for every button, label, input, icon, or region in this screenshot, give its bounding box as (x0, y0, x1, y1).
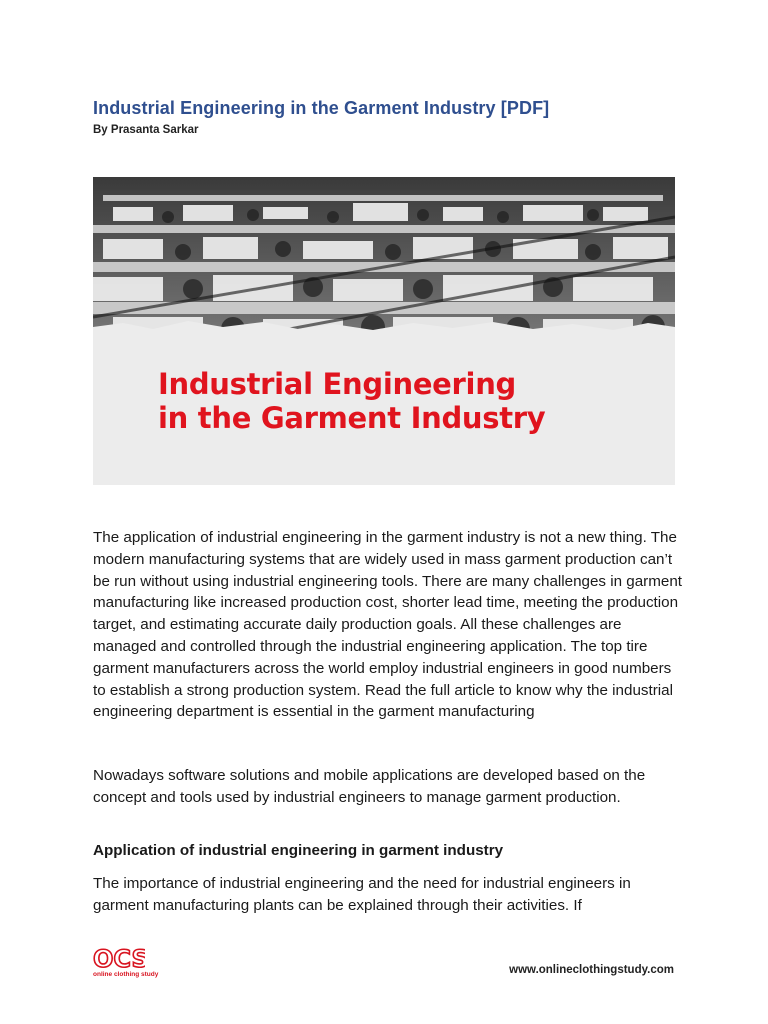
hero-heading-line2: in the Garment Industry (158, 401, 546, 435)
software-paragraph: Nowadays software solutions and mobile applications are developed based on the concept and tools used by industrial engineers to manage garment production. (93, 767, 646, 806)
logo-letters: OCS (93, 946, 145, 970)
document-title (93, 98, 549, 119)
ocs-logo (93, 946, 173, 982)
ocs-logo-mark (93, 946, 145, 970)
importance-paragraph: The importance of industrial engineering and the need for industrial engineers in garment manufacturing plants can be explained through their activities. If (93, 875, 631, 914)
website-url[interactable]: www.onlineclothingstudy.com (509, 964, 674, 976)
logo-caption: online clothing study (93, 971, 159, 978)
hero-banner (93, 177, 675, 485)
hero-heading-line1: Industrial Engineering (158, 367, 516, 401)
title-text: Industrial Engineering in the Garment Industry (93, 98, 496, 118)
hero-heading (158, 367, 545, 435)
title-pdf-tag: [PDF] (500, 98, 550, 118)
author-byline: By Prasanta Sarkar (93, 124, 199, 136)
intro-paragraph: The application of industrial engineering in the garment industry is not a new thing. The modern manufacturing systems that are widely used in mass garment production can’t be run without using industrial engineering tools. There are many challenges in garment manufacturing like increased production cost, shorter lead time, meeting the production target, and estimating accurate daily production goals. All these challenges are managed and controlled through the industrial engineering application. The top tire garment manufacturers across the world employ industrial engineers in good numbers to establish a strong production system. Read the full article to know why the industrial engineering department is essential in the garment manufacturing (93, 529, 683, 721)
factory-photo (93, 177, 675, 485)
section-subheading: Application of industrial engineering in garment industry (93, 842, 504, 859)
